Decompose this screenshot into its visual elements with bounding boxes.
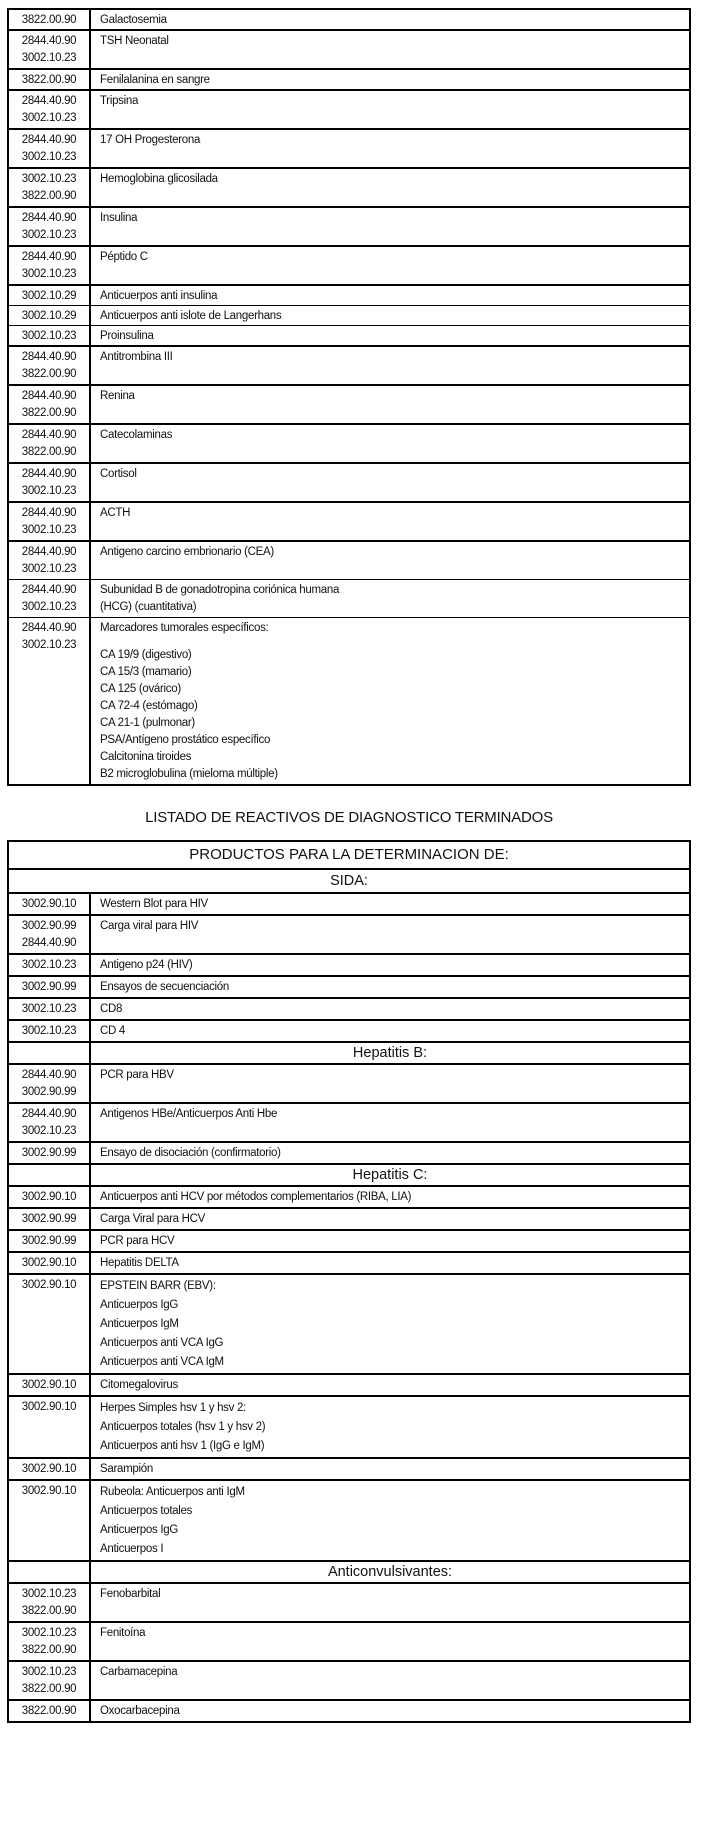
table-row — [9, 1102, 689, 1141]
markers-heading: Marcadores tumorales específicos: — [100, 622, 269, 634]
table-row — [9, 1273, 689, 1373]
product-subitem: Anticuerpos IgG — [100, 1524, 178, 1536]
products-table-1 — [7, 8, 691, 786]
description-cell — [91, 306, 689, 325]
tariff-code-cell — [9, 580, 91, 617]
tariff-code: 3002.10.23 — [21, 1666, 77, 1678]
product-name: Antigeno p24 (HIV) — [100, 959, 193, 971]
tariff-code: 3002.10.29 — [21, 290, 77, 302]
tariff-code: 3002.10.23 — [21, 639, 77, 651]
description-cell — [91, 894, 689, 914]
product-name: Hemoglobina glicosilada — [100, 173, 218, 185]
product-name: Renina — [100, 390, 135, 402]
description-cell — [91, 169, 689, 206]
tariff-code-cell — [9, 1584, 91, 1621]
tariff-code: 2844.40.90 — [21, 1069, 77, 1081]
description-cell — [91, 10, 689, 29]
tariff-code: 3822.00.90 — [21, 74, 77, 86]
product-subitem: Anticuerpos IgM — [100, 1318, 179, 1330]
tariff-code: 3002.90.10 — [21, 1485, 77, 1497]
tumor-marker-item: B2 microglobulina (mieloma múltiple) — [100, 768, 278, 780]
table-row — [9, 89, 689, 128]
description-cell — [91, 386, 689, 423]
description-cell — [91, 91, 689, 128]
tariff-code-cell — [9, 1459, 91, 1479]
tumor-marker-item: Calcitonina tiroides — [100, 751, 192, 763]
product-name: CD8 — [100, 1003, 123, 1015]
tariff-code-cell — [9, 1231, 91, 1251]
tariff-code: 3002.10.23 — [21, 1025, 77, 1037]
section-title: Hepatitis B: — [352, 1045, 428, 1061]
table-row — [9, 345, 689, 384]
description-cell — [91, 1459, 689, 1479]
table-header: PRODUCTOS PARA LA DETERMINACION DE: — [189, 846, 509, 863]
table-row — [9, 1582, 689, 1621]
table-row — [9, 305, 689, 325]
tariff-code: 3002.10.23 — [21, 52, 77, 64]
description-cell — [91, 1104, 689, 1141]
tariff-code-cell — [9, 1253, 91, 1273]
product-name: Cortisol — [100, 468, 137, 480]
list-title: LISTADO DE REACTIVOS DE DIAGNOSTICO TERMINADOS — [145, 809, 553, 826]
description-cell — [91, 618, 689, 784]
tariff-code: 3002.90.10 — [21, 1257, 77, 1269]
tariff-code: 3002.90.10 — [21, 1379, 77, 1391]
product-name: CD 4 — [100, 1025, 126, 1037]
table-row — [9, 1229, 689, 1251]
description-cell — [91, 130, 689, 167]
table-row — [9, 462, 689, 501]
description-cell — [91, 286, 689, 305]
tariff-code-cell — [9, 1143, 91, 1163]
product-name: 17 OH Progesterona — [100, 134, 201, 146]
tariff-code: 3002.10.23 — [21, 151, 77, 163]
tariff-code-cell — [9, 208, 91, 245]
description-cell — [91, 1481, 689, 1560]
tariff-code: 3002.10.23 — [21, 229, 77, 241]
product-name: PCR para HBV — [100, 1069, 174, 1081]
table-row — [9, 325, 689, 345]
description-cell — [91, 1275, 689, 1373]
tariff-code: 3002.10.23 — [21, 268, 77, 280]
description-cell — [91, 1065, 689, 1102]
table-row — [9, 423, 689, 462]
product-name: PCR para HCV — [100, 1235, 175, 1247]
tariff-code-cell — [9, 503, 91, 540]
table-row — [9, 10, 689, 29]
product-name: Catecolaminas — [100, 429, 173, 441]
table-row — [9, 1207, 689, 1229]
description-cell — [91, 1187, 689, 1207]
description-cell — [91, 999, 689, 1019]
product-name: Ensayos de secuenciación — [100, 981, 229, 993]
tariff-code: 3002.10.23 — [21, 959, 77, 971]
tariff-code: 3822.00.90 — [21, 446, 77, 458]
tariff-code: 2844.40.90 — [21, 584, 77, 596]
tariff-code-cell — [9, 1481, 91, 1560]
table-row — [9, 1660, 689, 1699]
tariff-code: 2844.40.90 — [21, 937, 77, 949]
tariff-code-cell — [9, 1187, 91, 1207]
tariff-code: 3002.90.99 — [21, 981, 77, 993]
description-cell — [91, 1397, 689, 1457]
tariff-code: 3002.10.23 — [21, 112, 77, 124]
product-name: Antigeno carcino embrionario (CEA) — [100, 546, 274, 558]
tariff-code: 2844.40.90 — [21, 251, 77, 263]
tariff-code-cell — [9, 1021, 91, 1041]
table-row — [9, 1185, 689, 1207]
tariff-code: 3822.00.90 — [21, 407, 77, 419]
description-cell — [91, 1662, 689, 1699]
tariff-code-cell — [9, 91, 91, 128]
empty-code-cell — [9, 1165, 91, 1185]
tariff-code-cell — [9, 31, 91, 68]
tariff-code-cell — [9, 618, 91, 784]
description-cell — [91, 1253, 689, 1273]
section-header-row — [9, 1163, 689, 1185]
tariff-code-cell — [9, 386, 91, 423]
tariff-code-cell — [9, 347, 91, 384]
table-row — [9, 540, 689, 579]
tariff-code: 3002.10.23 — [21, 173, 77, 185]
product-subitem: Anticuerpos totales (hsv 1 y hsv 2) — [100, 1421, 266, 1433]
tariff-code: 2844.40.90 — [21, 468, 77, 480]
product-name: Sarampión — [100, 1463, 153, 1475]
tariff-code-cell — [9, 169, 91, 206]
table-row — [9, 1141, 689, 1163]
product-name: Anticuerpos anti islote de Langerhans — [100, 310, 282, 322]
tariff-code: 3002.10.23 — [21, 563, 77, 575]
tariff-code: 3822.00.90 — [21, 1683, 77, 1695]
description-cell — [91, 916, 689, 953]
tariff-code: 3002.10.23 — [21, 1003, 77, 1015]
tariff-code-cell — [9, 916, 91, 953]
product-subitem: Anticuerpos anti VCA IgG — [100, 1337, 224, 1349]
tariff-code: 2844.40.90 — [21, 212, 77, 224]
tariff-code-cell — [9, 70, 91, 89]
product-name: Fenobarbital — [100, 1588, 161, 1600]
table-row — [9, 579, 689, 617]
description-cell — [91, 580, 689, 617]
tariff-code-cell — [9, 1209, 91, 1229]
tariff-code: 3002.90.99 — [21, 920, 77, 932]
empty-code-cell — [9, 1562, 91, 1582]
tariff-code: 2844.40.90 — [21, 35, 77, 47]
product-subitem: Anticuerpos I — [100, 1543, 164, 1555]
product-name: Fenilalanina en sangre — [100, 74, 210, 86]
tariff-code-cell — [9, 1065, 91, 1102]
description-cell — [91, 1143, 689, 1163]
product-name: Herpes Simples hsv 1 y hsv 2: — [100, 1402, 246, 1414]
table-row — [9, 284, 689, 305]
table-header-row — [9, 842, 689, 868]
section-title: SIDA: — [330, 873, 368, 889]
tariff-code: 3822.00.90 — [21, 1644, 77, 1656]
product-name: Subunidad B de gonadotropina coriónica humana — [100, 584, 340, 596]
product-name: Carbamacepina — [100, 1666, 178, 1678]
spacer — [100, 637, 689, 647]
section-title: Anticonvulsivantes: — [327, 1564, 453, 1580]
tumor-markers-row — [9, 617, 689, 784]
tariff-code: 3002.90.99 — [21, 1147, 77, 1159]
tariff-code: 2844.40.90 — [21, 351, 77, 363]
tariff-code-cell — [9, 130, 91, 167]
description-cell — [91, 1623, 689, 1660]
tariff-code-cell — [9, 1623, 91, 1660]
description-cell — [91, 1231, 689, 1251]
section-header-row — [9, 868, 689, 892]
tariff-code: 3822.00.90 — [21, 190, 77, 202]
tariff-code-cell — [9, 1662, 91, 1699]
description-cell — [91, 1021, 689, 1041]
table-row — [9, 975, 689, 997]
tariff-code: 3002.90.10 — [21, 1279, 77, 1291]
table-row — [9, 997, 689, 1019]
description-cell — [91, 542, 689, 579]
product-name: Péptido C — [100, 251, 148, 263]
tariff-code: 3002.10.23 — [21, 601, 77, 613]
product-subitem: Anticuerpos totales — [100, 1505, 193, 1517]
table-row — [9, 953, 689, 975]
description-cell — [91, 247, 689, 284]
product-name: Insulina — [100, 212, 138, 224]
tumor-marker-item: CA 19/9 (digestivo) — [100, 649, 192, 661]
section-header-row — [9, 1041, 689, 1063]
table-row — [9, 501, 689, 540]
description-cell — [91, 425, 689, 462]
tariff-code-cell — [9, 894, 91, 914]
tumor-marker-item: CA 125 (ovárico) — [100, 683, 181, 695]
tariff-code-cell — [9, 999, 91, 1019]
tariff-code: 2844.40.90 — [21, 546, 77, 558]
table-row — [9, 167, 689, 206]
tariff-code: 3822.00.90 — [21, 1605, 77, 1617]
tariff-code-cell — [9, 1397, 91, 1457]
tariff-code: 2844.40.90 — [21, 390, 77, 402]
tariff-code: 3002.90.10 — [21, 1191, 77, 1203]
product-name: Carga Viral para HCV — [100, 1213, 206, 1225]
product-name: Oxocarbacepina — [100, 1705, 180, 1717]
table-row — [9, 68, 689, 89]
tariff-code: 3002.10.23 — [21, 330, 77, 342]
table-row — [9, 1251, 689, 1273]
tariff-code-cell — [9, 286, 91, 305]
tariff-code: 2844.40.90 — [21, 429, 77, 441]
description-cell — [91, 955, 689, 975]
tariff-code: 2844.40.90 — [21, 622, 77, 634]
product-name: Antitrombina III — [100, 351, 173, 363]
tariff-code-cell — [9, 1375, 91, 1395]
tumor-marker-item: CA 21-1 (pulmonar) — [100, 717, 195, 729]
table-row — [9, 914, 689, 953]
table-row — [9, 892, 689, 914]
tariff-code: 3002.10.23 — [21, 524, 77, 536]
product-name: Carga viral para HIV — [100, 920, 199, 932]
tariff-code: 2844.40.90 — [21, 1108, 77, 1120]
tariff-code: 3002.10.23 — [21, 1588, 77, 1600]
table-row — [9, 1699, 689, 1721]
tariff-code: 2844.40.90 — [21, 95, 77, 107]
product-name: TSH Neonatal — [100, 35, 169, 47]
tariff-code-cell — [9, 955, 91, 975]
tariff-code: 3822.00.90 — [21, 368, 77, 380]
tariff-code-cell — [9, 10, 91, 29]
product-subitem: Anticuerpos anti hsv 1 (IgG e IgM) — [100, 1440, 265, 1452]
tariff-code: 3002.10.23 — [21, 485, 77, 497]
description-cell — [91, 1701, 689, 1721]
table-row — [9, 1395, 689, 1457]
product-name: Proinsulina — [100, 330, 154, 342]
product-name: Anticuerpos anti insulina — [100, 290, 218, 302]
product-name: Hepatitis DELTA — [100, 1257, 179, 1269]
product-subitem: (HCG) (cuantitativa) — [100, 601, 197, 613]
table-row — [9, 1063, 689, 1102]
description-cell — [91, 1375, 689, 1395]
tariff-code-cell — [9, 464, 91, 501]
tariff-code: 3002.10.23 — [21, 1627, 77, 1639]
product-name: Fenitoína — [100, 1627, 146, 1639]
table-row — [9, 1479, 689, 1560]
tariff-code-cell — [9, 1701, 91, 1721]
product-name: ACTH — [100, 507, 131, 519]
tumor-marker-item: CA 15/3 (mamario) — [100, 666, 192, 678]
tariff-code: 3822.00.90 — [21, 14, 77, 26]
tariff-code: 3002.10.29 — [21, 310, 77, 322]
empty-code-cell — [9, 1043, 91, 1063]
table-row — [9, 206, 689, 245]
tariff-code-cell — [9, 1275, 91, 1373]
table-row — [9, 1621, 689, 1660]
product-subitem: Anticuerpos anti VCA IgM — [100, 1356, 224, 1368]
tariff-code-cell — [9, 977, 91, 997]
description-cell — [91, 347, 689, 384]
tariff-code: 3002.90.99 — [21, 1086, 77, 1098]
tariff-code-cell — [9, 425, 91, 462]
tariff-code: 3822.00.90 — [21, 1705, 77, 1717]
product-name: Ensayo de disociación (confirmatorio) — [100, 1147, 281, 1159]
tumor-marker-item: CA 72-4 (estómago) — [100, 700, 198, 712]
product-name: Tripsina — [100, 95, 139, 107]
table-row — [9, 1019, 689, 1041]
tumor-marker-item: PSA/Antígeno prostático específico — [100, 734, 271, 746]
tariff-code: 3002.90.10 — [21, 1401, 77, 1413]
description-cell — [91, 977, 689, 997]
product-name: Antigenos HBe/Anticuerpos Anti Hbe — [100, 1108, 278, 1120]
tariff-code-cell — [9, 1104, 91, 1141]
tariff-code-cell — [9, 306, 91, 325]
section-header-row — [9, 1560, 689, 1582]
tariff-code: 2844.40.90 — [21, 134, 77, 146]
description-cell — [91, 31, 689, 68]
table-row — [9, 1457, 689, 1479]
product-name: Galactosemia — [100, 14, 167, 26]
description-cell — [91, 70, 689, 89]
description-cell — [91, 1209, 689, 1229]
tariff-code: 3002.90.99 — [21, 1235, 77, 1247]
product-name: Citomegalovirus — [100, 1379, 178, 1391]
product-name: EPSTEIN BARR (EBV): — [100, 1280, 216, 1292]
description-cell — [91, 1584, 689, 1621]
product-name: Western Blot para HIV — [100, 898, 208, 910]
tariff-code: 3002.90.10 — [21, 898, 77, 910]
table-row — [9, 384, 689, 423]
description-cell — [91, 503, 689, 540]
tariff-code-cell — [9, 542, 91, 579]
table-row — [9, 1373, 689, 1395]
tariff-code: 3002.90.10 — [21, 1463, 77, 1475]
description-cell — [91, 326, 689, 345]
tariff-code: 3002.10.23 — [21, 1125, 77, 1137]
description-cell — [91, 208, 689, 245]
table-row — [9, 128, 689, 167]
table-row — [9, 29, 689, 68]
product-name: Rubeola: Anticuerpos anti IgM — [100, 1486, 245, 1498]
diagnostic-reagents-table — [7, 840, 691, 1723]
product-name: Anticuerpos anti HCV por métodos complementarios (RIBA, LIA) — [100, 1191, 412, 1203]
tariff-code-cell — [9, 326, 91, 345]
table-row — [9, 245, 689, 284]
section-title: Hepatitis C: — [352, 1167, 428, 1183]
product-subitem: Anticuerpos IgG — [100, 1299, 178, 1311]
tariff-code: 3002.90.99 — [21, 1213, 77, 1225]
tariff-code-cell — [9, 247, 91, 284]
tariff-code: 2844.40.90 — [21, 507, 77, 519]
description-cell — [91, 464, 689, 501]
